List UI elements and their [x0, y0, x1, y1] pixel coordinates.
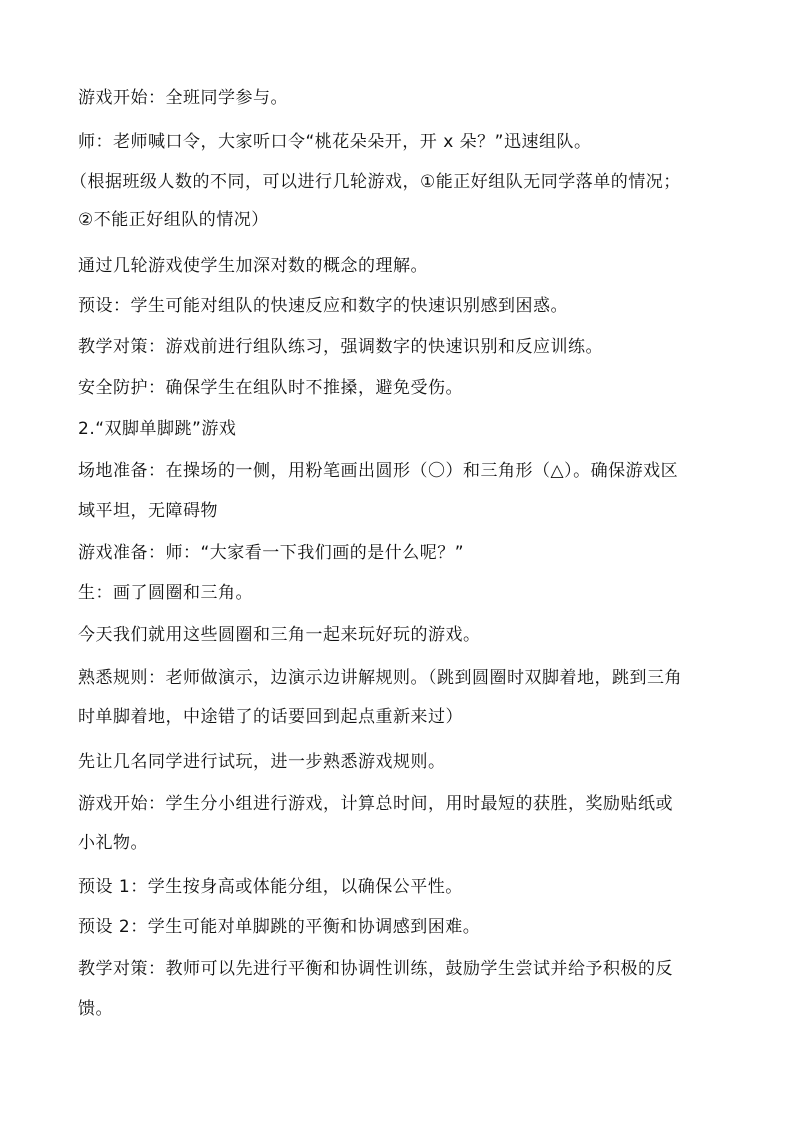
- text-line: 小礼物。: [78, 833, 148, 853]
- text-line: 游戏开始：学生分小组进行游戏，计算总时间，用时最短的获胜，奖励贴纸或: [78, 794, 673, 814]
- text-line: 生：画了圆圈和三角。: [78, 583, 253, 603]
- text-line: 今天我们就用这些圆圈和三角一起来玩好玩的游戏。: [78, 625, 481, 645]
- section-heading: 2.“双脚单脚跳”游戏: [78, 419, 237, 439]
- text-line: 预设 2：学生可能对单脚跳的平衡和协调感到困难。: [78, 917, 481, 937]
- text-line: 游戏开始：全班同学参与。: [78, 88, 288, 108]
- text-line: 通过几轮游戏使学生加深对数的概念的理解。: [78, 256, 428, 276]
- text-line: 安全防护：确保学生在组队时不推搡，避免受伤。: [78, 378, 463, 398]
- text-line: 先让几名同学进行试玩，进一步熟悉游戏规则。: [78, 752, 446, 772]
- text-line: 馈。: [78, 999, 113, 1019]
- text-line: 时单脚着地，中途错了的话要回到起点重新来过）: [78, 707, 463, 727]
- text-line: 教学对策：教师可以先进行平衡和协调性训练，鼓励学生尝试并给予积极的反: [78, 959, 673, 979]
- text-line: 师：老师喊口令，大家听口令“桃花朵朵开，开 x 朵？”迅速组队。: [78, 132, 592, 152]
- text-line: 教学对策：游戏前进行组队练习，强调数字的快速识别和反应训练。: [78, 337, 603, 357]
- text-line: 场地准备：在操场的一侧，用粉笔画出圆形（〇）和三角形（△）。确保游戏区: [78, 461, 679, 481]
- text-line: 域平坦，无障碍物: [78, 501, 218, 521]
- text-line: 预设 1：学生按身高或体能分组，以确保公平性。: [78, 877, 463, 897]
- text-line: 熟悉规则：老师做演示，边演示边讲解规则。（跳到圆圈时双脚着地，跳到三角: [78, 668, 682, 688]
- text-line: 游戏准备：师：“大家看一下我们画的是什么呢？”: [78, 543, 465, 563]
- text-line: 预设：学生可能对组队的快速反应和数字的快速识别感到困惑。: [78, 296, 568, 316]
- text-line: ②不能正好组队的情况）: [78, 210, 269, 230]
- text-line: （根据班级人数的不同，可以进行几轮游戏，①能正好组队无同学落单的情况；: [70, 172, 681, 192]
